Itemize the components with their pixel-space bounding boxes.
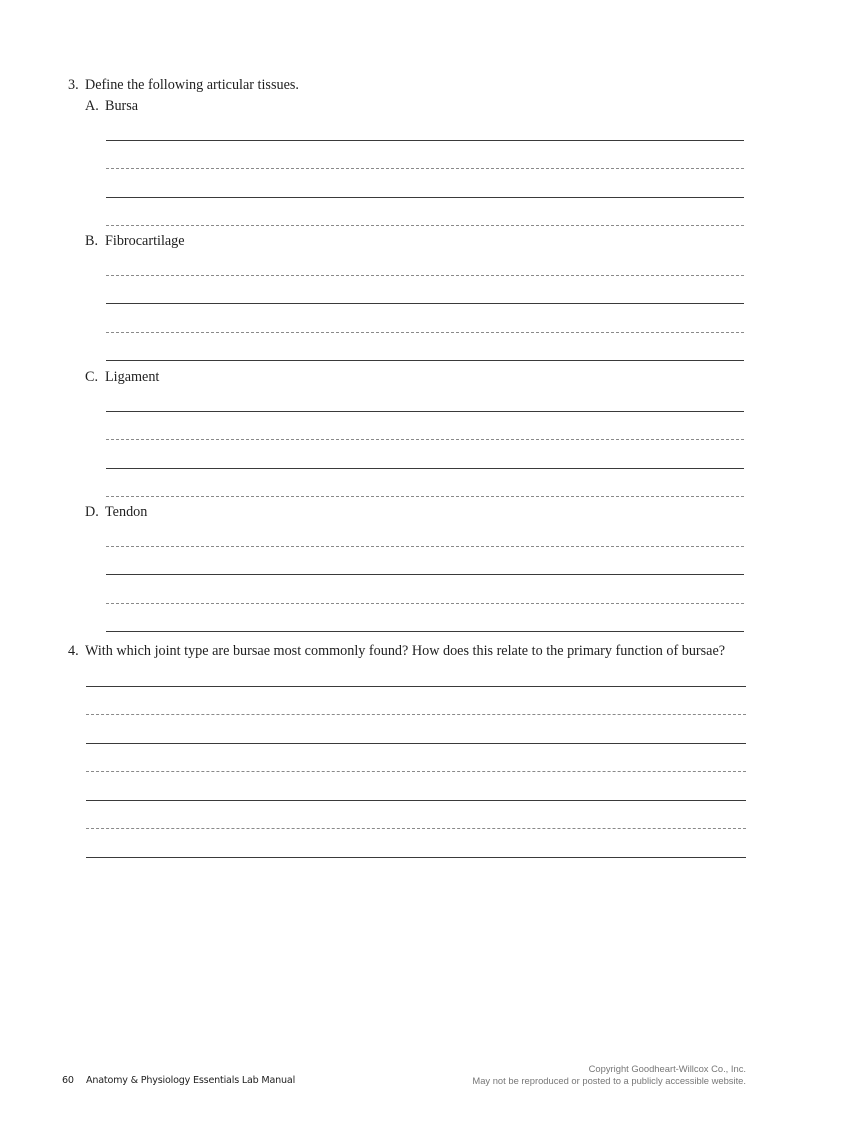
copyright-line-2: May not be reproduced or posted to a publicly accessible website. bbox=[472, 1075, 746, 1086]
answer-line[interactable] bbox=[106, 275, 744, 276]
answer-line[interactable] bbox=[86, 800, 746, 801]
answer-line[interactable] bbox=[106, 225, 744, 226]
page-number: 60 bbox=[62, 1075, 74, 1086]
answer-line[interactable] bbox=[106, 546, 744, 547]
question-text: With which joint type are bursae most commonly found? How does this relate to the primary function of bursae? bbox=[85, 643, 726, 659]
answer-line[interactable] bbox=[86, 771, 746, 772]
answer-line[interactable] bbox=[106, 468, 744, 469]
answer-line[interactable] bbox=[106, 197, 744, 198]
answer-line[interactable] bbox=[106, 411, 744, 412]
part-term: Tendon bbox=[105, 504, 148, 520]
part-letter: C. bbox=[85, 369, 99, 385]
answer-line[interactable] bbox=[86, 714, 746, 715]
answer-line[interactable] bbox=[106, 168, 744, 169]
question-number: 3. bbox=[68, 77, 79, 93]
part-letter: D. bbox=[85, 504, 99, 520]
answer-line[interactable] bbox=[86, 686, 746, 687]
part-term: Ligament bbox=[105, 369, 160, 385]
answer-line[interactable] bbox=[86, 743, 746, 744]
answer-line[interactable] bbox=[106, 603, 744, 604]
copyright-line-1: Copyright Goodheart-Willcox Co., Inc. bbox=[588, 1063, 746, 1074]
answer-line[interactable] bbox=[106, 332, 744, 333]
question-text: Define the following articular tissues. bbox=[85, 77, 299, 93]
book-title: Anatomy & Physiology Essentials Lab Manual bbox=[86, 1075, 296, 1086]
answer-line[interactable] bbox=[106, 140, 744, 141]
answer-line[interactable] bbox=[106, 496, 744, 497]
part-term: Fibrocartilage bbox=[105, 233, 185, 249]
answer-line[interactable] bbox=[106, 631, 744, 632]
answer-line[interactable] bbox=[86, 828, 746, 829]
answer-line[interactable] bbox=[106, 303, 744, 304]
answer-line[interactable] bbox=[106, 360, 744, 361]
answer-line[interactable] bbox=[106, 439, 744, 440]
answer-line[interactable] bbox=[106, 574, 744, 575]
part-letter: A. bbox=[85, 98, 99, 114]
answer-line[interactable] bbox=[86, 857, 746, 858]
copyright-notice bbox=[472, 1063, 746, 1087]
part-letter: B. bbox=[85, 233, 99, 249]
part-term: Bursa bbox=[105, 98, 139, 114]
question-number: 4. bbox=[68, 643, 79, 659]
